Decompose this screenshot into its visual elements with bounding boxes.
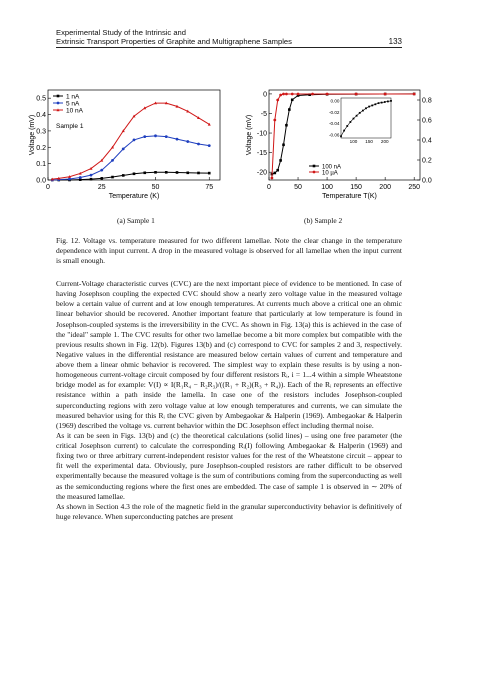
inset-point (356, 115, 358, 117)
data-point (282, 143, 285, 146)
inset-point (359, 112, 361, 114)
y-tick-label: 0.3 (36, 128, 46, 136)
legend-label: 10 nA (66, 107, 83, 115)
x-tick-label: 250 (408, 184, 421, 191)
data-point (413, 93, 416, 96)
y-left-tick-label: -10 (256, 130, 267, 138)
data-point (273, 119, 276, 122)
data-point (186, 172, 189, 175)
data-point (68, 178, 71, 181)
subcaption-a: (a) Sample 1 (117, 216, 155, 225)
inset-point (368, 106, 370, 108)
inset-y-tick-label: -0.04 (329, 121, 340, 127)
inset-frame (341, 98, 391, 138)
x-tick-label: 100 (321, 184, 333, 191)
data-point (90, 174, 93, 177)
x-axis-label: Temperature T(K) (322, 193, 377, 200)
data-point (100, 177, 103, 180)
legend-marker (313, 165, 316, 168)
data-point (143, 135, 146, 138)
data-point (176, 138, 179, 141)
page-number: 133 (388, 37, 402, 46)
inset-point (343, 130, 345, 132)
data-point (122, 174, 125, 177)
data-point (291, 93, 294, 96)
data-point (285, 124, 288, 127)
y-tick-label: 0.0 (36, 177, 46, 185)
x-axis-label: Temperature (K) (108, 193, 160, 200)
legend-marker (57, 102, 60, 105)
subcaption-b: (b) Sample 2 (304, 216, 343, 225)
inset-point (346, 125, 348, 127)
y-left-tick-label: -20 (256, 169, 267, 177)
inset-point (353, 118, 355, 120)
header-rule (56, 47, 402, 48)
legend-marker (57, 95, 60, 98)
legend-label: 10 µA (322, 170, 338, 177)
inset-point (384, 101, 386, 103)
data-point (279, 94, 282, 97)
inset-y-tick-label: -0.02 (329, 109, 340, 115)
inset-point (340, 135, 342, 137)
data-point (176, 171, 179, 174)
series-line (52, 136, 209, 180)
paragraph-cvc: Current-Voltage characteristic curves (CVC) are the next important piece of evidence to be mentioned. In case of having Josephson coupling the expected CVC should show a nearly zero voltage value in the measured voltage below a certain value of current and at low enough temperatures. At currents much above a critical one an ohmic linear behavior should be recovered. Another important feature that particularly at low temperature is found in Josephson-coupled systems is the irreversibility in the CVC. As shown in Fig. 13(a) this is achieved in the case of the "ideal" sample 1. The CVC results for other two lamellae become a bit more complex but compatible with the previous results shown in Fig. 12(b). Figures 13(b) and (c) correspond to CVC for samples 2 and 3, respectively. Negative values in the differential resistance are measured below certain values of current and temperature and above them a linear ohmic behavior is recovered. The simplest way to explain these results is by using a non-homogeneous current-voltage circuit composed by four different resistors Rᵢ, i = 1...4 within a simple Wheatstone bridge model as for example: V(I) ∝ I(R₁R₄ − R₂R₃)/((R₁ + R₂)(R₃ + R₄)). Each of the Rᵢ represents an effective resistance within a path inside the lamella. In case one of the resistors includes Josephson-coupled superconducting regions with zero voltage value at low enough temperatures and currents, we can simulate the measured behavior using for this Rᵢ the CVC given by Ambegaokar & Halperin (1969). Ambegaokar & Halperin (1969) described the voltage vs. current behavior within the DC Josephson effect including thermal noise. (56, 279, 402, 430)
paragraph-theory: As it can be seen in Figs. 13(b) and (c) the theoretical calculations (solid lines) – using one free parameter (the critical Josephson current) to calculate the corresponding Rᵢ(I) following Ambegaokar & Halperin (1969) and fixing two or three arbitrary current-independent resistor values for the rest of the Wheatstone circuit – appear to fit well the experimental data. Obviously, pure Josephson-coupled resistors are rather difficult to be observed experimentally because the measured voltage is the sum of contributions coming from the superconducting as well as the semiconducting regions where the first ones are embedded. The case of sample 1 is observed in ∼ 20% of the measured lamellae. (56, 430, 402, 501)
data-point (291, 98, 294, 101)
inset-point (362, 110, 364, 112)
figure-a-chart (30, 84, 245, 210)
legend-label: 100 nA (322, 164, 342, 171)
inset-point (371, 105, 373, 107)
y-right-tick-label: 0.4 (422, 137, 432, 145)
y-right-tick-label: 0.2 (422, 157, 432, 165)
data-point (288, 108, 291, 111)
header-line-1: Experimental Study of the Intrinsic and (56, 28, 187, 37)
inset-y-tick-label: -0.06 (329, 132, 340, 138)
running-header (56, 28, 402, 46)
data-point (122, 148, 125, 151)
data-point (274, 172, 277, 175)
paragraph-magnetic: As shown in Section 4.3 the role of the magnetic field in the granular superconductivity behavior is definitively of huge relevance. When superconducting patches are present (56, 501, 402, 521)
x-tick-label: 50 (294, 184, 302, 191)
inset-point (349, 121, 351, 123)
inset-point (387, 101, 389, 103)
data-point (111, 159, 114, 162)
data-point (297, 93, 300, 96)
legend-label: 5 nA (66, 100, 80, 108)
y-axis-label: Voltage (mV) (246, 114, 253, 156)
inset-point (365, 107, 367, 109)
inset-point (374, 103, 376, 105)
data-point (285, 93, 288, 96)
data-point (384, 93, 387, 96)
data-point (133, 172, 136, 175)
data-point (143, 172, 146, 175)
annotation-sample-1: Sample 1 (56, 123, 84, 130)
y-right-tick-label: 0.8 (422, 97, 432, 105)
y-left-tick-label: 0 (263, 91, 267, 99)
x-tick-label: 150 (350, 184, 362, 191)
data-point (282, 93, 285, 96)
figure-caption: Fig. 12. Voltage vs. temperature measured for two different lamellae. Note the clear change in the temperature dependence with input current. A drop in the measured voltage is observed for all lamellae when the input current is small enough. (56, 236, 402, 265)
data-point (133, 139, 136, 142)
data-point (279, 159, 282, 162)
x-tick-label: 75 (205, 184, 214, 191)
data-point (355, 93, 358, 96)
y-left-tick-label: -5 (260, 110, 267, 118)
figure-b-chart (245, 84, 445, 210)
y-right-tick-label: 0.0 (422, 177, 432, 185)
x-tick-label: 0 (46, 184, 50, 191)
data-point (197, 172, 200, 175)
inset-point (378, 102, 380, 104)
data-point (326, 93, 329, 96)
data-point (165, 135, 168, 138)
data-point (154, 171, 157, 174)
data-point (186, 140, 189, 143)
data-point (111, 176, 114, 179)
y-right-tick-label: 0.6 (422, 117, 432, 125)
x-tick-label: 25 (97, 184, 106, 191)
data-point (197, 143, 200, 146)
inset-y-tick-label: 0.00 (330, 98, 340, 104)
inset-x-tick-label: 200 (380, 139, 389, 144)
legend-label: 1 nA (66, 93, 80, 101)
inset-point (390, 100, 392, 102)
y-tick-label: 0.5 (36, 95, 46, 103)
inset-point (381, 102, 383, 104)
data-point (165, 171, 168, 174)
x-tick-label: 0 (267, 184, 271, 191)
data-point (311, 93, 314, 96)
inset-x-tick-label: 100 (349, 139, 358, 144)
data-point (271, 177, 274, 180)
data-point (208, 144, 211, 147)
data-point (154, 134, 157, 137)
data-point (208, 172, 211, 175)
body-text (56, 279, 402, 522)
data-point (79, 176, 82, 179)
y-left-tick-label: -15 (256, 150, 267, 158)
y-axis-label: Voltage (mV) (29, 114, 36, 156)
y-tick-label: 0.1 (36, 161, 46, 169)
inset-x-tick-label: 150 (365, 139, 373, 144)
series-line (52, 172, 209, 180)
y-tick-label: 0.2 (36, 144, 46, 152)
x-tick-label: 50 (151, 184, 160, 191)
legend-marker (313, 171, 316, 174)
x-tick-label: 200 (379, 184, 391, 191)
data-point (276, 169, 279, 172)
header-line-2: Extrinsic Transport Properties of Graphite and Multigraphene Samples (56, 37, 292, 46)
data-point (90, 178, 93, 181)
y-tick-label: 0.4 (36, 112, 46, 120)
data-point (100, 169, 103, 172)
data-point (276, 99, 279, 102)
